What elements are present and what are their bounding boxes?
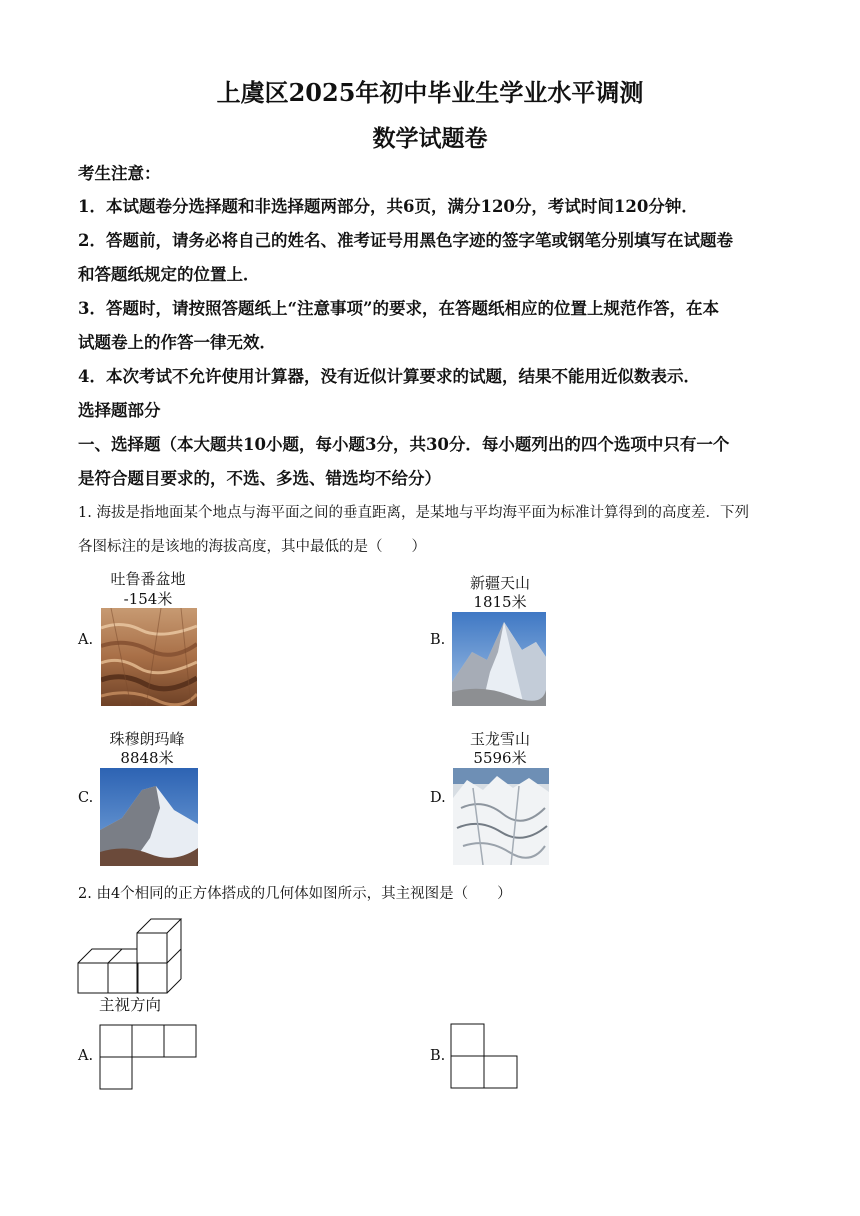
notice-item-3-cont: 试题卷上的作答一律无效． xyxy=(78,333,276,352)
q1-option-b-image xyxy=(452,612,546,706)
q1-option-b-label: B. xyxy=(430,632,446,648)
q1-option-a-place: 吐鲁番盆地 xyxy=(110,570,186,588)
q1-option-a-label: A. xyxy=(78,632,94,648)
q1-option-c-place: 珠穆朗玛峰 xyxy=(109,730,185,748)
q2-option-a-label: A. xyxy=(78,1048,94,1064)
q1-option-d-image xyxy=(453,768,549,865)
q1-option-c-image xyxy=(100,768,198,866)
notice-item-2: 2．答题前，请务必将自己的姓名、准考证号用黑色字迹的签字笔或钢笔分别填写在试题卷 xyxy=(78,231,733,250)
notice-item-2-cont: 和答题纸规定的位置上． xyxy=(78,265,260,284)
q2-option-b-label: B. xyxy=(430,1048,446,1064)
q2-text: 2. 由4个相同的正方体搭成的几何体如图所示，其主视图是（ ） xyxy=(78,886,512,902)
notice-item-4: 4．本次考试不允许使用计算器，没有近似计算要求的试题，结果不能用近似数表示． xyxy=(78,367,700,386)
section-heading-2: 是符合题目要求的，不选、多选、错选均不给分） xyxy=(78,469,441,488)
q1-option-d-height: 5596米 xyxy=(473,749,527,767)
q1-text-line1: 1. 海拔是指地面某个地点与海平面之间的垂直距离，是某地与平均海平面为标准计算得到的高度差．下列 xyxy=(78,505,749,521)
q1-option-c-label: C. xyxy=(78,790,94,806)
section-part: 选择题部分 xyxy=(78,401,161,420)
q1-option-a-height: -154米 xyxy=(123,590,173,608)
q1-option-b-place: 新疆天山 xyxy=(469,574,530,592)
q1-option-d-label: D. xyxy=(430,790,446,806)
notice-item-3: 3．答题时，请按照答题纸上“注意事项”的要求，在答题纸相应的位置上规范作答，在本 xyxy=(78,299,719,318)
notice-heading: 考生注意： xyxy=(78,164,161,183)
notice-item-1: 1．本试题卷分选择题和非选择题两部分，共6页，满分120分，考试时间120分钟． xyxy=(78,197,698,216)
q2-cube-figure xyxy=(76,918,186,994)
q1-option-d-place: 玉龙雪山 xyxy=(469,730,530,748)
page-subtitle: 数学试题卷 xyxy=(372,125,488,152)
q1-text-line2: 各图标注的是该地的海拔高度，其中最低的是（ ） xyxy=(78,539,426,555)
q2-option-a-figure xyxy=(99,1024,197,1090)
q2-figure-caption: 主视方向 xyxy=(98,996,161,1014)
q1-option-c-height: 8848米 xyxy=(120,749,174,767)
q2-option-b-figure xyxy=(450,1023,518,1089)
section-heading-1: 一、选择题（本大题共10小题，每小题3分，共30分．每小题列出的四个选项中只有一个 xyxy=(78,435,730,454)
page-title: 上虞区2025年初中毕业生学业水平调测 xyxy=(216,78,644,107)
q1-option-a-image xyxy=(101,608,197,706)
q1-option-b-height: 1815米 xyxy=(473,593,527,611)
